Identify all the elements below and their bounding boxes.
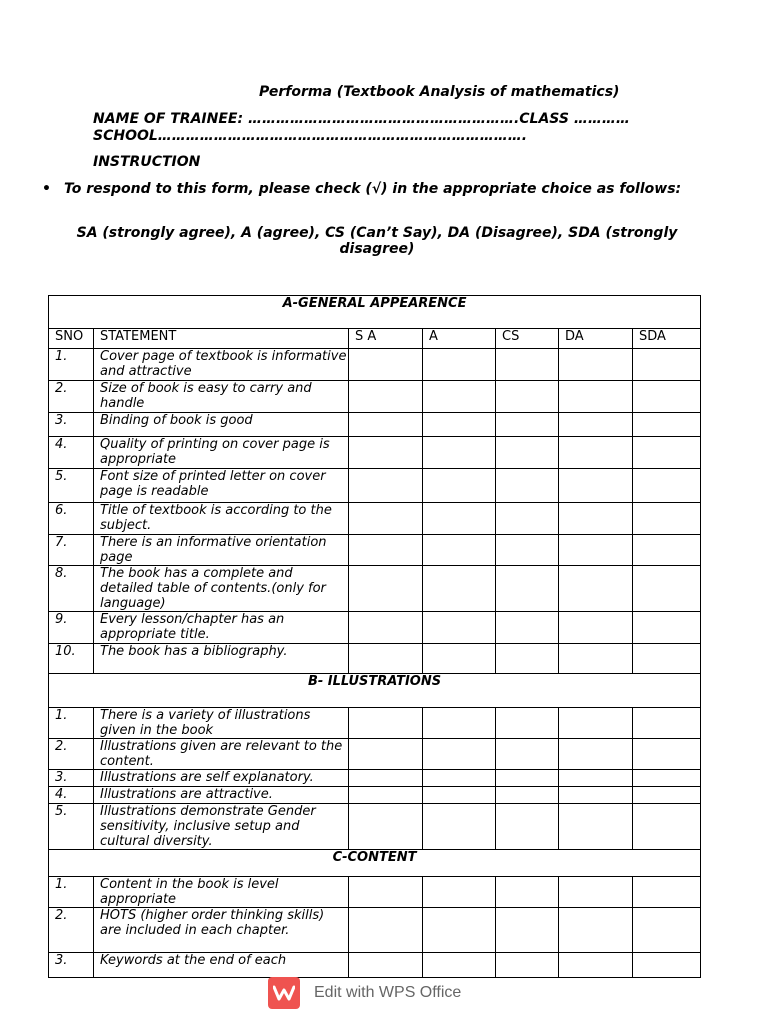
rating-cell[interactable] bbox=[559, 381, 633, 413]
rating-table bbox=[48, 295, 701, 978]
rating-cell[interactable] bbox=[423, 804, 496, 850]
row-statement: Font size of printed letter on cover page is readable bbox=[94, 469, 349, 503]
bullet-mark: • bbox=[42, 181, 51, 197]
table-row bbox=[49, 644, 701, 674]
rating-cell[interactable] bbox=[349, 908, 423, 953]
rating-cell[interactable] bbox=[349, 535, 423, 566]
rating-cell[interactable] bbox=[633, 437, 701, 469]
row-number: 2. bbox=[49, 381, 94, 413]
rating-cell[interactable] bbox=[423, 413, 496, 437]
table-row bbox=[49, 381, 701, 413]
row-number: 10. bbox=[49, 644, 94, 674]
row-number: 1. bbox=[49, 877, 94, 908]
rating-cell[interactable] bbox=[496, 437, 559, 469]
rating-cell[interactable] bbox=[559, 787, 633, 804]
row-number: 2. bbox=[49, 739, 94, 770]
table-row bbox=[49, 566, 701, 612]
column-header: SDA bbox=[633, 329, 701, 349]
section-heading: B- ILLUSTRATIONS bbox=[49, 674, 701, 708]
rating-cell[interactable] bbox=[349, 413, 423, 437]
rating-cell[interactable] bbox=[559, 908, 633, 953]
rating-cell[interactable] bbox=[633, 503, 701, 535]
rating-cell[interactable] bbox=[496, 469, 559, 503]
row-statement: Illustrations are self explanatory. bbox=[94, 770, 349, 787]
column-header-row bbox=[49, 329, 701, 349]
wps-watermark-text: Edit with WPS Office bbox=[314, 984, 462, 1001]
rating-cell[interactable] bbox=[349, 566, 423, 612]
rating-cell[interactable] bbox=[423, 739, 496, 770]
rating-cell[interactable] bbox=[423, 566, 496, 612]
wps-watermark bbox=[268, 977, 461, 1009]
rating-cell[interactable] bbox=[349, 349, 423, 381]
rating-cell[interactable] bbox=[423, 612, 496, 644]
rating-scale-legend: SA (strongly agree), A (agree), CS (Can’t Say), DA (Disagree), SDA (strongly disagree) bbox=[76, 225, 678, 257]
rating-cell[interactable] bbox=[633, 413, 701, 437]
rating-cell[interactable] bbox=[633, 953, 701, 978]
row-statement: Binding of book is good bbox=[94, 413, 349, 437]
rating-cell[interactable] bbox=[633, 469, 701, 503]
row-number: 8. bbox=[49, 566, 94, 612]
instruction-text: To respond to this form, please check (√) in the appropriate choice as follows: bbox=[64, 181, 682, 197]
wps-logo-icon bbox=[268, 977, 300, 1009]
row-statement: Illustrations demonstrate Gender sensitivity, inclusive setup and cultural diversity. bbox=[94, 804, 349, 850]
row-statement: Title of textbook is according to the subject. bbox=[94, 503, 349, 535]
section-heading: A-GENERAL APPEARENCE bbox=[49, 296, 701, 329]
rating-cell[interactable] bbox=[559, 612, 633, 644]
rating-cell[interactable] bbox=[496, 381, 559, 413]
rating-cell[interactable] bbox=[423, 469, 496, 503]
column-header: A bbox=[423, 329, 496, 349]
rating-cell[interactable] bbox=[496, 908, 559, 953]
row-statement: Size of book is easy to carry and handle bbox=[94, 381, 349, 413]
rating-cell[interactable] bbox=[349, 381, 423, 413]
rating-cell[interactable] bbox=[423, 644, 496, 674]
row-statement: There is an informative orientation page bbox=[94, 535, 349, 566]
rating-cell[interactable] bbox=[423, 877, 496, 908]
rating-cell[interactable] bbox=[559, 739, 633, 770]
row-number: 5. bbox=[49, 804, 94, 850]
column-header: DA bbox=[559, 329, 633, 349]
table-row bbox=[49, 437, 701, 469]
rating-cell[interactable] bbox=[349, 804, 423, 850]
form-title: Performa (Textbook Analysis of mathematics) bbox=[259, 84, 620, 100]
rating-cell[interactable] bbox=[633, 739, 701, 770]
section-row bbox=[49, 850, 701, 877]
rating-cell[interactable] bbox=[559, 708, 633, 739]
table-row bbox=[49, 413, 701, 437]
rating-cell[interactable] bbox=[349, 503, 423, 535]
rating-cell[interactable] bbox=[633, 381, 701, 413]
rating-cell[interactable] bbox=[496, 644, 559, 674]
rating-cell[interactable] bbox=[559, 804, 633, 850]
rating-cell[interactable] bbox=[559, 877, 633, 908]
column-header: STATEMENT bbox=[94, 329, 349, 349]
rating-cell[interactable] bbox=[559, 413, 633, 437]
rating-cell[interactable] bbox=[423, 349, 496, 381]
rating-cell[interactable] bbox=[633, 566, 701, 612]
row-number: 9. bbox=[49, 612, 94, 644]
column-header: SNO bbox=[49, 329, 94, 349]
column-header: S A bbox=[349, 329, 423, 349]
row-statement: Every lesson/chapter has an appropriate title. bbox=[94, 612, 349, 644]
rating-cell[interactable] bbox=[349, 437, 423, 469]
table-row bbox=[49, 739, 701, 770]
row-number: 7. bbox=[49, 535, 94, 566]
rating-cell[interactable] bbox=[496, 566, 559, 612]
row-number: 6. bbox=[49, 503, 94, 535]
table-row bbox=[49, 877, 701, 908]
row-number: 2. bbox=[49, 908, 94, 953]
rating-cell[interactable] bbox=[559, 644, 633, 674]
table-row bbox=[49, 804, 701, 850]
table-row bbox=[49, 503, 701, 535]
rating-cell[interactable] bbox=[496, 787, 559, 804]
rating-cell[interactable] bbox=[496, 877, 559, 908]
rating-cell[interactable] bbox=[349, 787, 423, 804]
rating-cell[interactable] bbox=[349, 770, 423, 787]
table-row bbox=[49, 908, 701, 953]
rating-cell[interactable] bbox=[633, 349, 701, 381]
column-header: CS bbox=[496, 329, 559, 349]
rating-cell[interactable] bbox=[559, 566, 633, 612]
rating-cell[interactable] bbox=[559, 469, 633, 503]
row-statement: The book has a complete and detailed table of contents.(only for language) bbox=[94, 566, 349, 612]
rating-cell[interactable] bbox=[423, 535, 496, 566]
trainee-class-line: NAME OF TRAINEE: ………………………………………………….CLASS ………… bbox=[93, 111, 630, 127]
row-number: 3. bbox=[49, 413, 94, 437]
row-statement: Content in the book is level appropriate bbox=[94, 877, 349, 908]
instruction-heading: INSTRUCTION bbox=[93, 154, 201, 170]
rating-cell[interactable] bbox=[633, 644, 701, 674]
rating-cell[interactable] bbox=[423, 770, 496, 787]
row-statement: Illustrations are attractive. bbox=[94, 787, 349, 804]
rating-cell[interactable] bbox=[496, 804, 559, 850]
rating-cell[interactable] bbox=[559, 349, 633, 381]
rating-cell[interactable] bbox=[559, 503, 633, 535]
row-statement: Keywords at the end of each bbox=[94, 953, 349, 978]
section-row bbox=[49, 674, 701, 708]
rating-cell[interactable] bbox=[633, 908, 701, 953]
section-heading: C-CONTENT bbox=[49, 850, 701, 877]
rating-cell[interactable] bbox=[423, 953, 496, 978]
table-row bbox=[49, 787, 701, 804]
row-statement: Illustrations given are relevant to the content. bbox=[94, 739, 349, 770]
rating-cell[interactable] bbox=[496, 708, 559, 739]
row-number: 1. bbox=[49, 349, 94, 381]
rating-cell[interactable] bbox=[496, 503, 559, 535]
rating-cell[interactable] bbox=[423, 437, 496, 469]
rating-cell[interactable] bbox=[633, 877, 701, 908]
rating-cell[interactable] bbox=[559, 535, 633, 566]
rating-cell[interactable] bbox=[349, 612, 423, 644]
row-number: 1. bbox=[49, 708, 94, 739]
rating-cell[interactable] bbox=[349, 953, 423, 978]
rating-cell[interactable] bbox=[423, 787, 496, 804]
rating-cell[interactable] bbox=[633, 612, 701, 644]
rating-cell[interactable] bbox=[349, 739, 423, 770]
rating-cell[interactable] bbox=[349, 877, 423, 908]
rating-cell[interactable] bbox=[349, 469, 423, 503]
rating-cell[interactable] bbox=[496, 770, 559, 787]
row-number: 4. bbox=[49, 787, 94, 804]
rating-cell[interactable] bbox=[423, 381, 496, 413]
rating-cell[interactable] bbox=[633, 787, 701, 804]
table-row bbox=[49, 469, 701, 503]
table-row bbox=[49, 770, 701, 787]
rating-cell[interactable] bbox=[496, 413, 559, 437]
rating-cell[interactable] bbox=[349, 644, 423, 674]
rating-cell[interactable] bbox=[423, 708, 496, 739]
row-statement: HOTS (higher order thinking skills) are included in each chapter. bbox=[94, 908, 349, 953]
rating-cell[interactable] bbox=[496, 535, 559, 566]
table-row bbox=[49, 708, 701, 739]
row-statement: Quality of printing on cover page is appropriate bbox=[94, 437, 349, 469]
rating-cell[interactable] bbox=[633, 708, 701, 739]
rating-cell[interactable] bbox=[633, 804, 701, 850]
rating-cell[interactable] bbox=[633, 770, 701, 787]
rating-cell[interactable] bbox=[349, 708, 423, 739]
rating-cell[interactable] bbox=[559, 953, 633, 978]
rating-cell[interactable] bbox=[423, 503, 496, 535]
row-number: 5. bbox=[49, 469, 94, 503]
row-statement: Cover page of textbook is informative and attractive bbox=[94, 349, 349, 381]
row-number: 4. bbox=[49, 437, 94, 469]
row-statement: The book has a bibliography. bbox=[94, 644, 349, 674]
rating-cell[interactable] bbox=[496, 612, 559, 644]
school-line: SCHOOL……………………………………………………………………. bbox=[93, 128, 528, 144]
rating-cell[interactable] bbox=[496, 739, 559, 770]
table-row bbox=[49, 953, 701, 978]
table-row bbox=[49, 612, 701, 644]
rating-cell[interactable] bbox=[496, 349, 559, 381]
rating-cell[interactable] bbox=[633, 535, 701, 566]
rating-cell[interactable] bbox=[559, 437, 633, 469]
table-row bbox=[49, 349, 701, 381]
table-row bbox=[49, 535, 701, 566]
row-number: 3. bbox=[49, 953, 94, 978]
row-number: 3. bbox=[49, 770, 94, 787]
rating-cell[interactable] bbox=[496, 953, 559, 978]
rating-cell[interactable] bbox=[559, 770, 633, 787]
row-statement: There is a variety of illustrations given in the book bbox=[94, 708, 349, 739]
rating-cell[interactable] bbox=[423, 908, 496, 953]
section-row bbox=[49, 296, 701, 329]
